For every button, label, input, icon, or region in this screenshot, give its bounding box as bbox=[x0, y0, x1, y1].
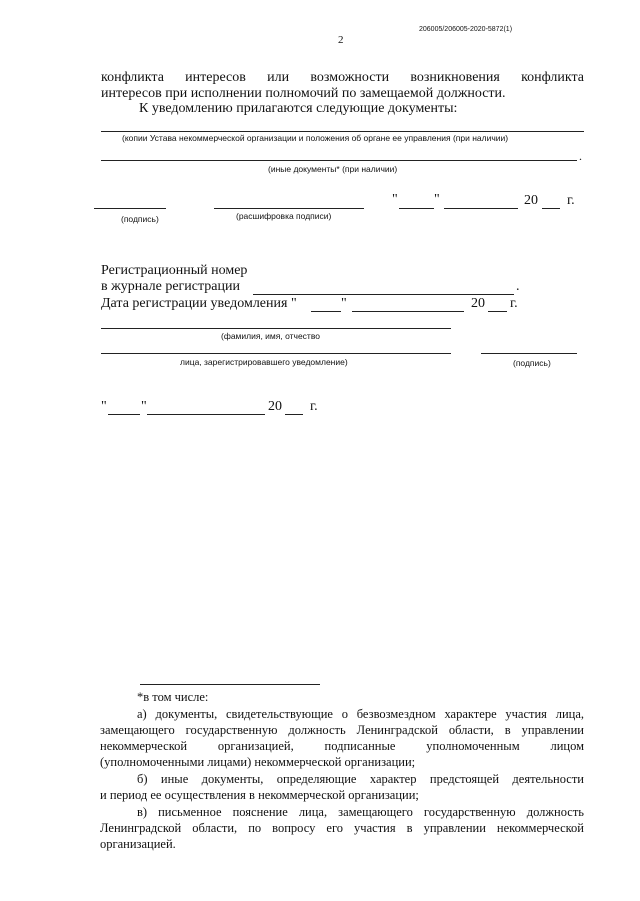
footnote-title: *в том числе: bbox=[137, 690, 209, 704]
footnote-b-line-2: и период ее осуществления в некоммерческой организации; bbox=[100, 788, 419, 802]
footnote-b-line-1: б) иные документы, определяющие характер предстоящей деятельности bbox=[137, 772, 584, 786]
footnote-a-line-1: а) документы, свидетельствующие о безвозмездном характере участия лица, bbox=[137, 707, 584, 721]
final-date-year-line bbox=[285, 414, 303, 415]
footnote-a-line-3: некоммерческой организацией, подписанные уполномоченным лицом bbox=[100, 739, 584, 753]
attachment-caption-2: (иные документы* (при наличии) bbox=[268, 164, 398, 174]
footnote-a-line-2: замещающего государственную должность Ленинградской области, в управлении bbox=[100, 723, 584, 737]
final-date-quote-open: " bbox=[101, 399, 107, 414]
final-date-day-line bbox=[108, 414, 140, 415]
registration-date-label: Дата регистрации уведомления " bbox=[101, 296, 297, 311]
registration-date-year: 20 bbox=[471, 296, 485, 311]
signature-line bbox=[94, 208, 166, 209]
registrar-fio-caption: (фамилия, имя, отчество bbox=[221, 331, 320, 341]
document-id: 206005/206005-2020-5872(1) bbox=[419, 26, 513, 33]
footnote-c-line-2: Ленинградской области, по вопросу его участия в управлении некоммерческой bbox=[100, 821, 584, 835]
registration-label-1: Регистрационный номер bbox=[101, 263, 248, 278]
signature-decode-caption: (расшифровка подписи) bbox=[236, 211, 332, 221]
footnote-separator bbox=[140, 684, 320, 685]
final-date-quote-close: " bbox=[141, 399, 147, 414]
final-date-month-line bbox=[147, 414, 265, 415]
registration-year-line bbox=[488, 311, 507, 312]
footnote-a-line-4: (уполномоченными лицами) некоммерческой организации; bbox=[100, 755, 416, 769]
footnote-c-line-1: в) письменное пояснение лица, замещающего государственную должность bbox=[137, 805, 584, 819]
date-quote-open: " bbox=[392, 192, 398, 207]
registration-date-quote-close: " bbox=[341, 296, 347, 311]
page-number: 2 bbox=[338, 34, 344, 46]
registration-day-line bbox=[311, 311, 341, 312]
signature-caption: (подпись) bbox=[121, 214, 159, 224]
registration-month-line bbox=[352, 311, 464, 312]
date-quote-close: " bbox=[434, 192, 440, 207]
footnote-c-line-3: организацией. bbox=[100, 837, 176, 851]
registration-trailing-dot: . bbox=[516, 279, 520, 294]
registrar-sign-line bbox=[481, 353, 577, 354]
final-date-year: 20 bbox=[268, 399, 282, 414]
registrar-person-caption: лица, зарегистрировавшего уведомление) bbox=[180, 357, 348, 367]
date-year-suffix: г. bbox=[567, 193, 575, 208]
registrar-name-line-1 bbox=[101, 328, 451, 329]
intro-line-1: конфликта интересов или возможности возникновения конфликта bbox=[101, 70, 584, 85]
attachments-heading: К уведомлению прилагаются следующие документы: bbox=[139, 101, 458, 116]
registration-label-2: в журнале регистрации bbox=[101, 279, 240, 294]
date-day-line bbox=[399, 208, 434, 209]
signature-decode-line bbox=[214, 208, 364, 209]
date-year-line bbox=[542, 208, 560, 209]
attachment-line-1 bbox=[101, 131, 584, 132]
registration-date-suffix: г. bbox=[510, 296, 518, 311]
registrar-sign-caption: (подпись) bbox=[513, 358, 551, 368]
registrar-name-line-2 bbox=[101, 353, 451, 354]
final-date-suffix: г. bbox=[310, 399, 318, 414]
attachment-trailing-dot: . bbox=[579, 149, 582, 163]
date-year-prefix: 20 bbox=[524, 193, 538, 208]
attachment-caption-1: (копии Устава некоммерческой организации и положения об органе ее управления (при наличии) bbox=[122, 133, 509, 143]
registration-number-line bbox=[253, 294, 514, 295]
intro-line-2: интересов при исполнении полномочий по замещаемой должности. bbox=[101, 86, 506, 101]
date-month-line bbox=[444, 208, 518, 209]
attachment-line-2 bbox=[101, 160, 577, 161]
